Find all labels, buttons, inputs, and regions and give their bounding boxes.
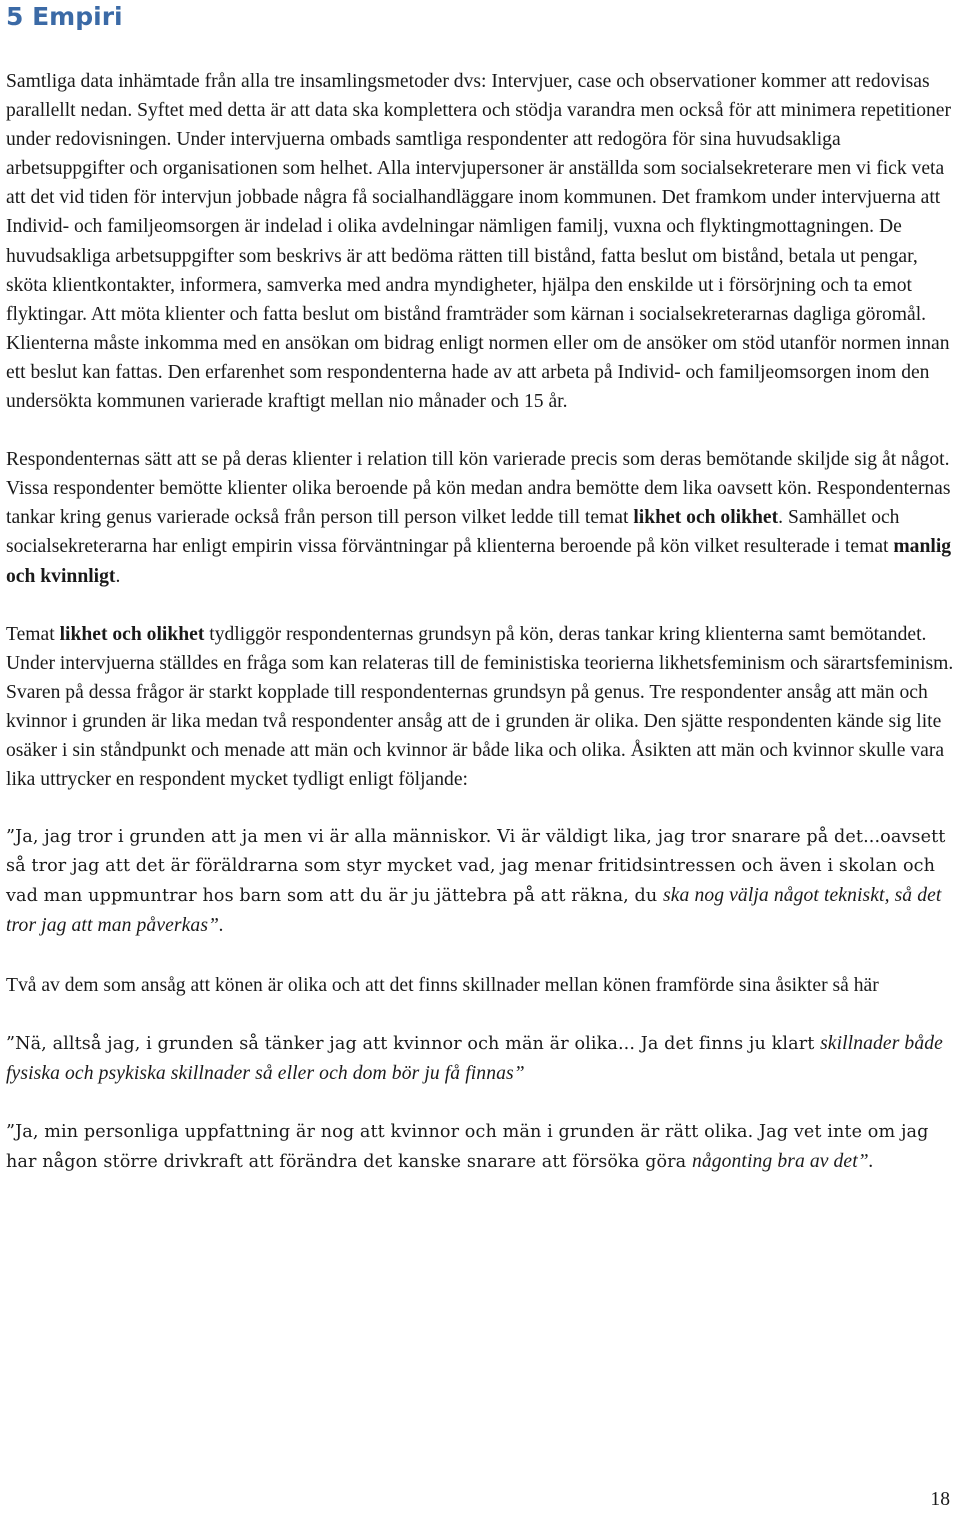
document-page <box>6 0 954 1177</box>
paragraph-text: Temat <box>6 623 60 645</box>
quote-respondent-2 <box>6 1029 954 1089</box>
theme-likhet-olikhet: likhet och olikhet <box>633 507 779 529</box>
theme-manlig-kvinnligt: manlig och kvinnligt <box>6 536 952 587</box>
paragraph-theme <box>6 620 954 795</box>
paragraph-text: tydliggör respondenternas grundsyn på kön, deras tankar kring klienterna samt bemötandet. Under intervjuerna ställdes en fråga som kan relateras till de feministiska teorierna likhetsfeminism och särartsfeminism. Svaren på dessa frågor är starkt kopplade till respondenternas grundsyn på genus. Tre respondenter ansåg att män och kvinnor i grunden är lika medan två respondenter ansåg att de i grunden är olika. Den sjätte respondenten kände sig lite osäker i sin ståndpunkt och menade att män och kvinnor är både lika och olika. Åsikten att män och kvinnor skulle vara lika uttrycker en respondent mycket tydligt enligt följande: <box>6 623 954 791</box>
theme-likhet-olikhet: likhet och olikhet <box>59 623 205 645</box>
quote-respondent-1 <box>6 823 954 941</box>
paragraph-text: . <box>115 565 121 587</box>
quote-italic-text: ska nog välja något tekniskt, så det tror jag att man påverkas”. <box>6 885 942 937</box>
page-number: 18 <box>930 1489 950 1510</box>
quote-text: ”Ja, min personliga uppfattning är nog att kvinnor och män i grunden är rätt olika. Jag vet inte om jag har någon större drivkraft att förändra det kanske snarare att försöka göra <box>6 1121 929 1172</box>
quote-text: ”Ja, jag tror i grunden att ja men vi är alla människor. Vi är väldigt lika, jag tror snarare på det...oavsett så tror jag att det är föräldrarna som styr mycket vad, jag menar fritidsintressen och även i skolan och vad man uppmuntrar hos barn som att du är ju jättebra på att räkna, du <box>6 827 946 907</box>
quote-italic-text: någonting bra av det”. <box>691 1150 874 1172</box>
paragraph-gender-views <box>6 445 954 590</box>
paragraph-text: Respondenternas sätt att se på deras klienter i relation till kön varierade precis som deras bemötande skiljde sig åt något. Vissa respondenter bemötte klienter olika beroende på kön medan andra bemötte dem lika oavsett kön. Respondenternas tankar kring genus varierade också från person till person vilket ledde till temat <box>6 449 951 529</box>
quote-text: ”Nä, alltså jag, i grunden så tänker jag att kvinnor och män är olika... Ja det finns ju klart <box>6 1033 821 1054</box>
quote-respondent-3 <box>6 1118 954 1177</box>
section-heading: 5 Empiri <box>6 2 123 31</box>
paragraph-text: . Samhället och socialsekreterarna har enligt empirin vissa förväntningar på klienterna beroende på kön vilket resulterade i temat <box>6 507 900 558</box>
quote-italic-text: skillnader både fysiska och psykiska skillnader så eller och dom bör ju få finnas” <box>6 1032 943 1084</box>
paragraph-two-respondents: Två av dem som ansåg att könen är olika och att det finns skillnader mellan könen framförde sina åsikter så här <box>6 974 879 996</box>
paragraph-intro: Samtliga data inhämtade från alla tre insamlingsmetoder dvs: Intervjuer, case och observationer kommer att redovisas parallellt nedan. Syftet med detta är att data ska komplettera och stödja varandra men också för att minimera repetitioner under redovisningen. Under intervjuerna ombads samtliga respondenter att redogöra för sina huvudsakliga arbetsuppgifter och organisationen som helhet. Alla intervjupersoner är anställda som socialsekreterare men vi fick veta att det vid tiden för intervjun jobbade några få socialhandläggare inom kommunen. Det framkom under intervjuerna att Individ- och familjeomsorgen är indelad i olika avdelningar nämligen familj, vuxna och flyktingmottagningen. De huvudsakliga arbetsuppgifter som beskrivs är att bedöma rätten till bistånd, fatta beslut om bistånd, betala ut pengar, sköta klientkontakter, informera, samverka med andra myndigheter, hjälpa den enskilde ut i försörjning och ta emot flyktingar. Att möta klienter och fatta beslut om bistånd framträder som kärnan i socialsekreterarnas dagliga göromål. Klienterna måste inkomma med en ansökan om bidrag enligt normen eller om de ansöker om stöd utanför normen innan ett beslut kan fattas. Den erfarenhet som respondenterna hade av att arbeta på Individ- och familjeomsorgen inom den undersökta kommunen varierade kraftigt mellan nio månader och 15 år. <box>6 71 952 413</box>
